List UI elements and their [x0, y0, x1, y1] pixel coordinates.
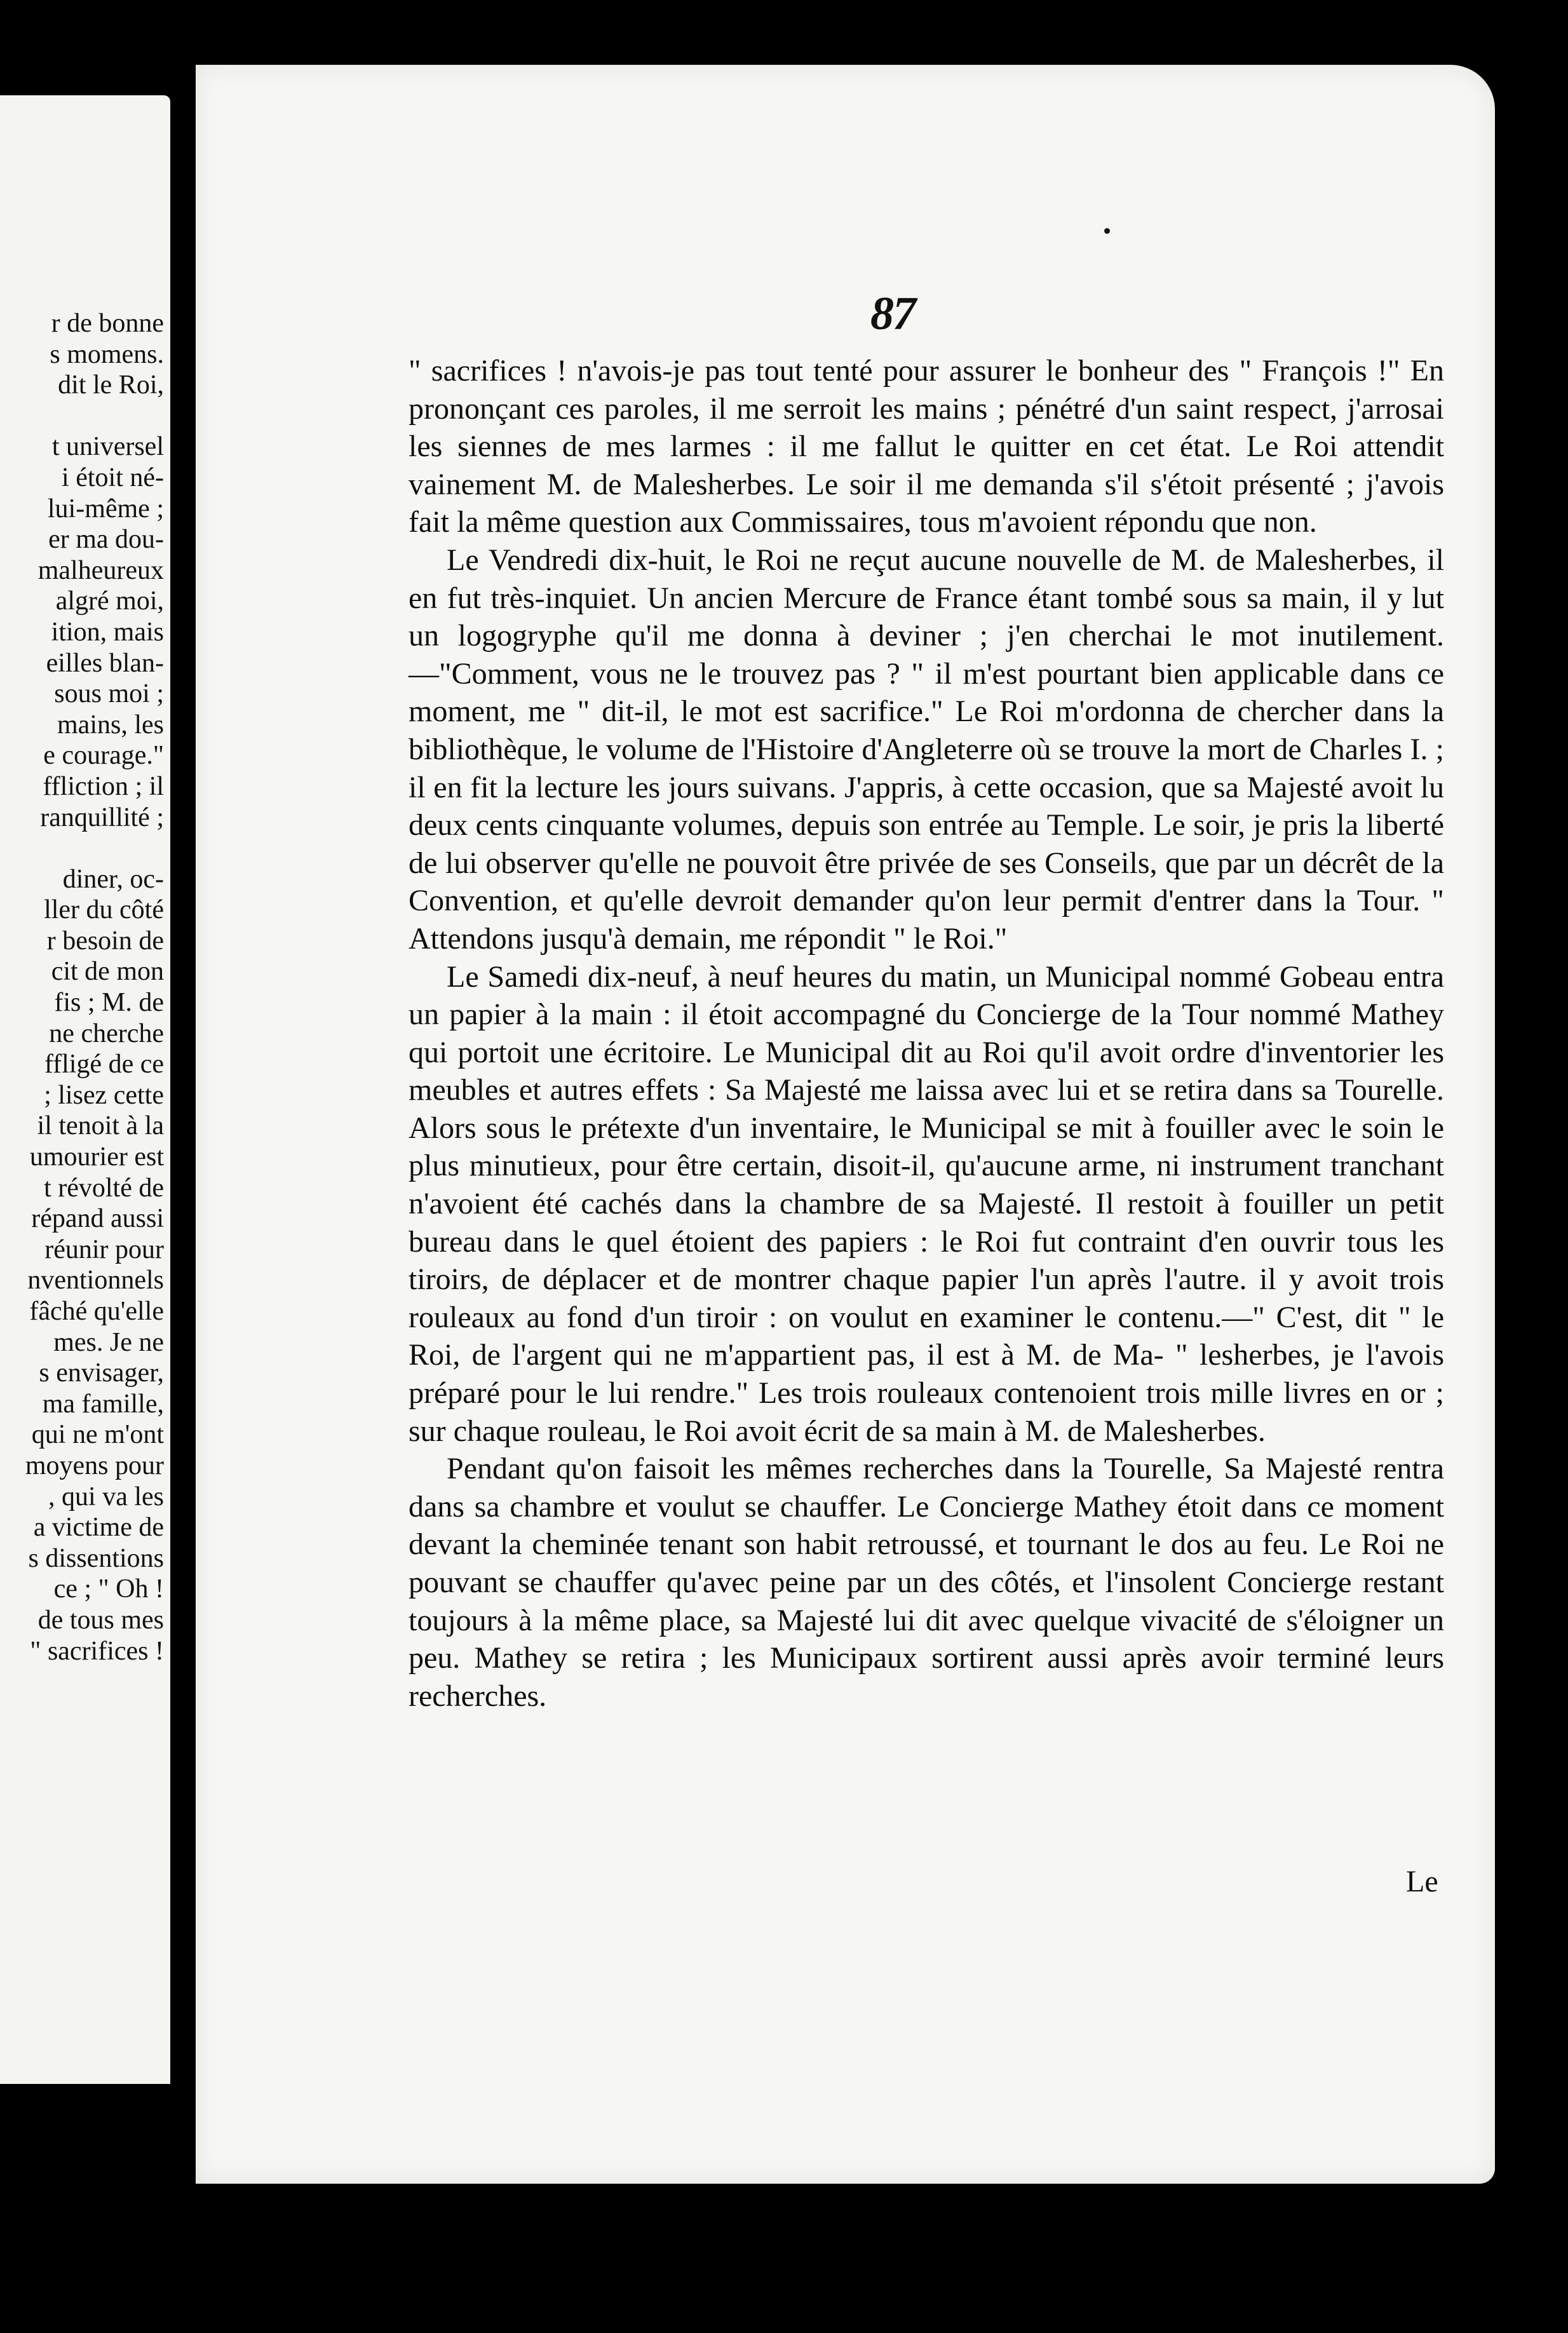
previous-page-line: ne cherche — [49, 1018, 164, 1048]
previous-page-line: er ma dou- — [48, 525, 164, 555]
previous-page — [0, 95, 170, 2084]
previous-page-line: fâché qu'elle — [29, 1297, 164, 1326]
previous-page-line: " sacrifices ! — [30, 1636, 164, 1666]
previous-page-line: cit de mon — [51, 957, 164, 987]
paragraph-1: " sacrifices ! n'avois-je pas tout tenté pour assurer le bonheur des " François !" En prononçant ces paroles, il me serroit les mains ; pénétré d'un saint respect, j'arrosai les siennes de mes larmes : il me fallut le quitter en cet état. Le Roi attendit vainement M. de Malesherbes. Le soir il me demanda s'il s'étoit présenté ; j'avois fait la même question aux Commissaires, tous m'avoient répondu que non. — [409, 354, 1444, 539]
previous-page-line: ; lisez cette — [44, 1080, 164, 1110]
previous-page-line: s envisager, — [39, 1358, 164, 1388]
previous-page-line: diner, oc- — [62, 864, 164, 894]
paragraph-3: Le Samedi dix-neuf, à neuf heures du matin, un Municipal nommé Gobeau entra un papier à la main : il étoit accompagné du Concierge de la Tour nommé Mathey qui portoit une écritoire. Le Municipal dit au Roi qu'il avoit ordre d'inventorier les meubles et autres effets : Sa Majesté me laissa avec lui et se retira dans sa Tourelle. Alors sous le prétexte d'un inventaire, le Municipal se mit à fouiller avec le soin le plus minutieux, pour être certain, disoit-il, qu'aucune arme, ni instrument tranchant n'avoient été cachés dans la chambre de sa Majesté. Il restoit à fouiller un petit bureau dans le quel étoient des papiers : le Roi fut contraint d'en ouvrir tous les tiroirs, de déplacer et de montrer chaque papier l'un après l'autre. il y avoit trois rouleaux au fond d'un tiroir : on voulut en examiner le contenu.—" C'est, dit " le Roi, de l'argent qui ne m'appartient pas, il est à M. de Ma- " lesherbes, je l'avois préparé pour le lui rendre." Les trois rouleaux contenoient trois mille livres en or ; sur chaque rouleau, le Roi avoit écrit de sa main à M. de Malesherbes. — [409, 959, 1444, 1448]
previous-page-line: ma famille, — [42, 1389, 164, 1419]
previous-page-line: e courage." — [43, 741, 164, 771]
previous-page-line: , qui va les — [48, 1482, 164, 1511]
previous-page-line: il tenoit à la — [37, 1111, 164, 1141]
previous-page-line: sous moi ; — [54, 679, 164, 709]
previous-page-line: r de bonne — [51, 309, 164, 338]
page-body — [409, 352, 1444, 1715]
catchword: Le — [1406, 1865, 1438, 1898]
previous-page-line: mes. Je ne — [53, 1327, 164, 1357]
previous-page-line: dit le Roi, — [58, 370, 164, 400]
previous-page-line: qui ne m'ont — [31, 1420, 164, 1450]
paragraph-2: Le Vendredi dix-huit, le Roi ne reçut aucune nouvelle de M. de Malesherbes, il en fut très-inquiet. Un ancien Mercure de France étant tombé sous sa main, il y lut un logogryphe qu'il me donna à deviner ; j'en cherchai le mot inutilement.—"Comment, vous ne le trouvez pas ? " il m'est pourtant bien applicable dans ce moment, me " dit-il, le mot est sacrifice." Le Roi m'ordonna de chercher dans la bibliothèque, le volume de l'Histoire d'Angleterre où se trouve la mort de Charles I. ; il en fit la lecture les jours suivans. J'appris, à cette occasion, que sa Majesté avoit lu deux cents cinquante volumes, depuis son entrée au Temple. Le soir, je pris la liberté de lui observer qu'elle ne pouvoit être privée de ses Conseils, que par un décrêt de la Convention, et qu'elle devroit demander qu'on leur permit d'entrer dans la Tour. " Attendons jusqu'à demain, me répondit " le Roi." — [409, 543, 1444, 956]
previous-page-line: réunir pour — [44, 1234, 164, 1264]
current-page — [196, 65, 1495, 2184]
previous-page-line — [0, 401, 164, 432]
previous-page-line: t universel — [51, 432, 164, 462]
previous-page-line: mains, les — [57, 710, 164, 740]
previous-page-line: umourier est — [29, 1142, 164, 1172]
previous-page-line: nventionnels — [27, 1266, 164, 1295]
previous-page-line: eilles blan- — [46, 648, 164, 678]
previous-page-line: moyens pour — [25, 1451, 164, 1480]
previous-page-line — [0, 833, 164, 864]
previous-page-line: r besoin de — [46, 926, 164, 956]
previous-page-line: i étoit né- — [62, 463, 164, 492]
previous-page-line: a victime de — [33, 1513, 164, 1543]
previous-page-text — [0, 308, 164, 1667]
paragraph-4: Pendant qu'on faisoit les mêmes recherches dans la Tourelle, Sa Majesté rentra dans sa chambre et voulut se chauffer. Le Concierge Mathey étoit dans ce moment devant la cheminée tenant son habit retroussé, et tournant le dos au feu. Le Roi ne pouvant se chauffer qu'avec peine par un des côtés, et l'insolent Concierge restant toujours à la même place, sa Majesté lui dit avec quelque vivacité de s'éloigner un peu. Mathey se retira ; les Municipaux sortirent aussi après avoir terminé leurs recherches. — [409, 1452, 1444, 1713]
previous-page-line: t révolté de — [44, 1173, 164, 1203]
previous-page-line: s momens. — [50, 339, 164, 369]
previous-page-line: de tous mes — [37, 1605, 164, 1635]
previous-page-line: ffliction ; il — [43, 771, 164, 801]
previous-page-line: ffligé de ce — [44, 1050, 164, 1079]
previous-page-line: fis ; M. de — [54, 988, 164, 1018]
previous-page-line: ce ; " Oh ! — [53, 1574, 164, 1604]
previous-page-line: répand aussi — [31, 1204, 164, 1234]
previous-page-line: s dissentions — [28, 1543, 164, 1573]
previous-page-line: malheureux — [37, 555, 164, 585]
previous-page-line: lui-même ; — [47, 494, 164, 524]
previous-page-line: ranquillité ; — [40, 802, 164, 832]
previous-page-line: ition, mais — [51, 617, 164, 647]
book-gutter — [170, 89, 197, 2097]
previous-page-line: ller du côté — [44, 895, 164, 925]
page-number: 87 — [870, 288, 915, 340]
previous-page-line: algré moi, — [55, 586, 164, 616]
ink-speck — [1104, 228, 1110, 234]
